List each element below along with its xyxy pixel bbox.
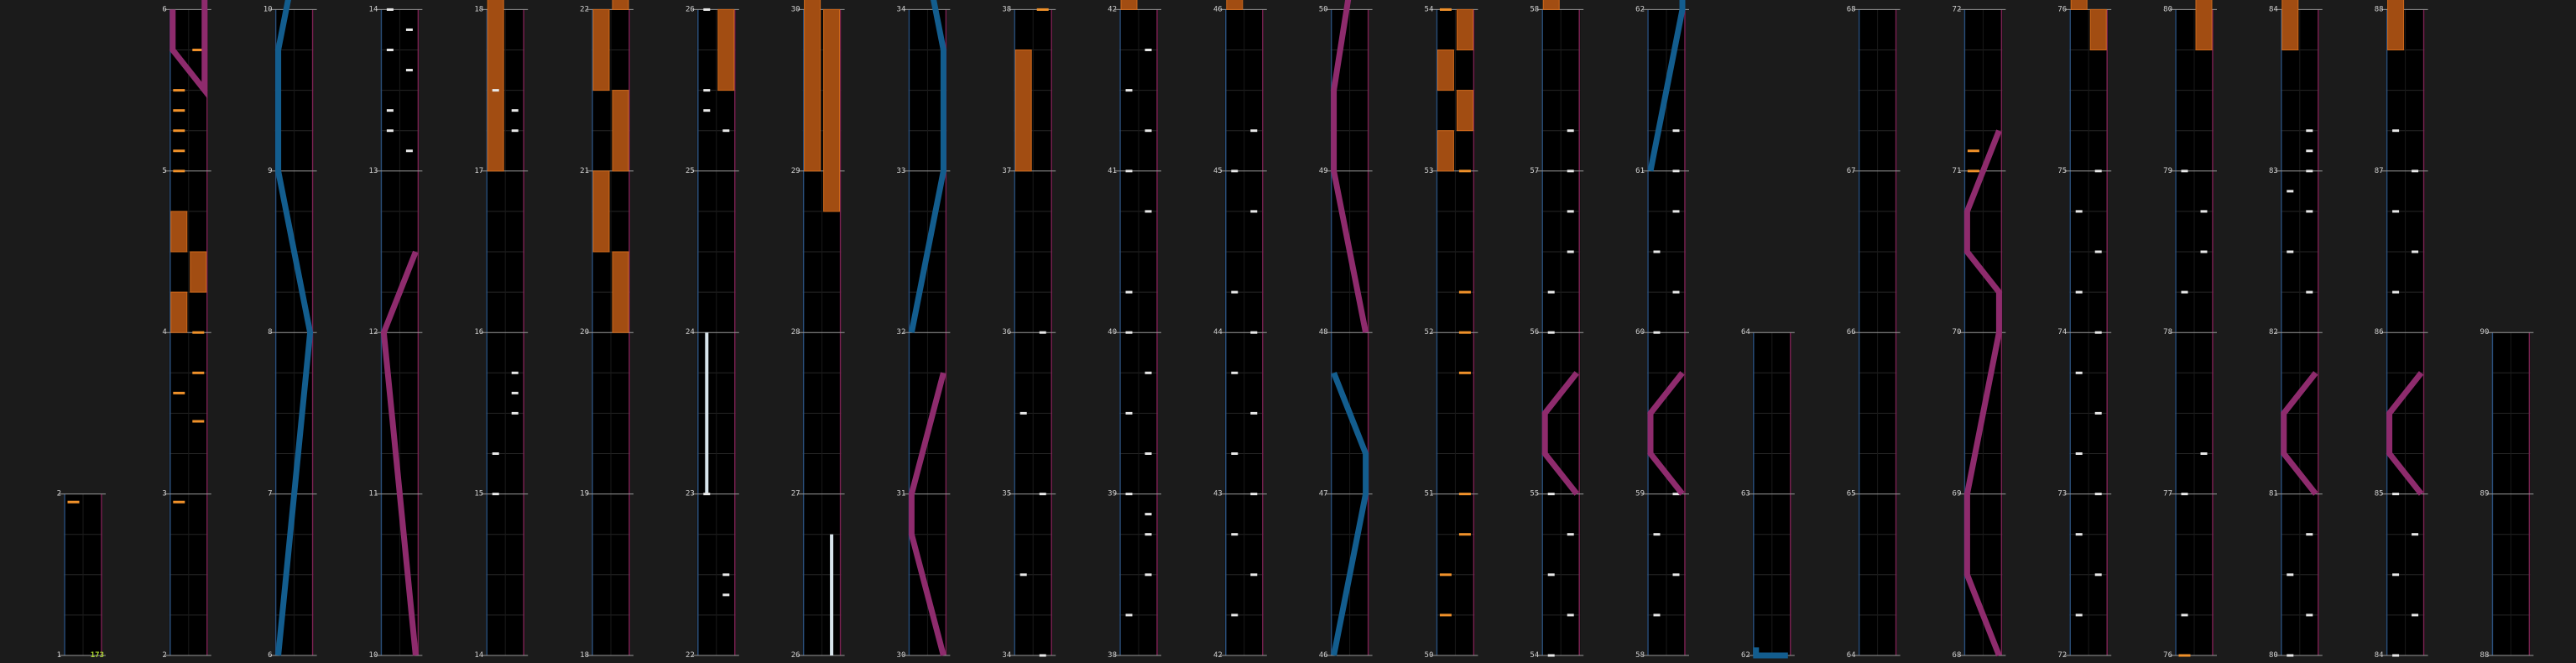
mine-note: [830, 535, 833, 655]
tap-note: [2392, 573, 2399, 576]
hold-note: [171, 211, 187, 252]
tap-note: [2095, 332, 2102, 334]
measure-number: 32: [896, 328, 906, 337]
tap-note: [1440, 573, 1452, 576]
tap-note: [703, 89, 710, 91]
measure-number: 6: [268, 651, 273, 660]
tap-note: [1145, 513, 1152, 515]
measure-number: 30: [896, 651, 906, 660]
tap-note: [1654, 332, 1661, 334]
tap-note: [1145, 129, 1152, 132]
tap-note: [387, 49, 394, 51]
tap-note: [2182, 613, 2188, 616]
measure-number: 22: [685, 651, 695, 660]
tap-note: [1567, 533, 1574, 535]
tap-note: [2095, 493, 2102, 495]
measure-number: 62: [1635, 5, 1645, 14]
hold-note: [593, 9, 609, 90]
tap-note: [2182, 493, 2188, 495]
tap-note: [2076, 291, 2083, 294]
tap-note: [1250, 210, 1257, 212]
tap-note: [1440, 8, 1452, 11]
tap-note: [1145, 533, 1152, 535]
tap-note: [2412, 613, 2418, 616]
measure-number: 67: [1846, 166, 1856, 175]
measure-number: 77: [2163, 489, 2172, 499]
measure-number: 85: [2374, 489, 2384, 499]
measure-number: 72: [1952, 5, 1962, 14]
tap-note: [1126, 412, 1133, 415]
measure-number: 49: [1318, 166, 1328, 175]
tap-note: [1231, 372, 1238, 374]
tap-note: [1548, 332, 1555, 334]
tap-note: [387, 129, 394, 132]
tap-note: [2412, 170, 2418, 172]
tap-note: [703, 493, 710, 495]
hold-note: [2196, 0, 2212, 50]
measure-number: 65: [1846, 489, 1856, 499]
measure-number: 30: [790, 5, 800, 14]
measure-number: 51: [1424, 489, 1434, 499]
tap-note: [1459, 533, 1471, 535]
measure-number: 87: [2374, 166, 2384, 175]
tap-note: [1968, 149, 1979, 152]
hold-note: [190, 252, 206, 292]
tap-note: [1231, 613, 1238, 616]
measure-number: 71: [1952, 166, 1962, 175]
tap-note: [1145, 573, 1152, 576]
hold-note: [1121, 0, 1137, 9]
tap-note: [2306, 210, 2313, 212]
tap-note: [1126, 613, 1133, 616]
tap-note: [2182, 291, 2188, 294]
tap-note: [1459, 291, 1471, 294]
measure-number: 64: [1846, 651, 1856, 660]
tap-note: [2179, 655, 2191, 657]
tap-note: [1440, 613, 1452, 616]
measure-number: 75: [2057, 166, 2068, 175]
tap-note: [2287, 251, 2293, 253]
measure-number: 21: [580, 166, 589, 175]
measure-number: 38: [1108, 651, 1117, 660]
tap-note: [2201, 452, 2208, 455]
hold-note: [2388, 0, 2404, 50]
measure-number: 20: [580, 328, 589, 337]
tap-note: [2392, 655, 2399, 657]
measure-number: 76: [2057, 5, 2068, 14]
tap-note: [2201, 251, 2208, 253]
tap-note: [1567, 210, 1574, 212]
measure-number: 33: [896, 166, 906, 175]
tap-note: [2287, 190, 2293, 192]
hold-note: [1437, 50, 1453, 91]
tap-note: [1126, 291, 1133, 294]
tap-note: [1145, 452, 1152, 455]
hold-note: [1457, 9, 1473, 50]
tap-note: [722, 129, 729, 132]
tap-note: [2076, 613, 2083, 616]
tap-note: [2392, 493, 2399, 495]
measure-number: 46: [1318, 651, 1328, 660]
measure-number: 76: [2163, 651, 2172, 660]
measure-number: 2: [56, 489, 61, 499]
measure-number: 13: [368, 166, 378, 175]
measure-number: 72: [2057, 651, 2068, 660]
tap-note: [1654, 251, 1661, 253]
hold-note: [171, 292, 187, 332]
tap-note: [173, 129, 185, 132]
measure-number: 44: [1212, 328, 1223, 337]
tap-note: [192, 420, 204, 423]
measure-number: 27: [790, 489, 800, 499]
measure-number: 54: [1530, 651, 1540, 660]
hold-note: [1437, 131, 1453, 171]
tap-note: [173, 392, 185, 394]
tap-note: [1231, 291, 1238, 294]
tap-note: [2076, 452, 2083, 455]
measure-number: 14: [474, 651, 484, 660]
hold-note: [593, 171, 609, 252]
measure-number: 80: [2163, 5, 2172, 14]
hold-note: [1227, 0, 1243, 9]
hold-note: [1457, 91, 1473, 131]
tap-note: [1673, 573, 1680, 576]
hold-note: [1543, 0, 1559, 9]
measure-number: 25: [685, 166, 695, 175]
tap-note: [1673, 129, 1680, 132]
tap-note: [493, 452, 499, 455]
tap-note: [68, 501, 80, 504]
tap-note: [192, 332, 204, 334]
tap-note: [2306, 291, 2313, 294]
measure-number: 43: [1212, 489, 1223, 499]
measure-number: 7: [268, 489, 273, 499]
tap-note: [1459, 493, 1471, 495]
tap-note: [1968, 170, 1979, 172]
tap-note: [173, 89, 185, 91]
measure-number: 86: [2374, 328, 2384, 337]
hold-note: [1015, 50, 1031, 171]
measure-number: 58: [1530, 5, 1540, 14]
hold-note: [2090, 9, 2106, 50]
tap-note: [493, 89, 499, 91]
tap-note: [1567, 251, 1574, 253]
hold-note: [613, 252, 628, 332]
tap-note: [703, 109, 710, 112]
measure-number: 46: [1212, 5, 1223, 14]
measure-number: 89: [2480, 489, 2490, 499]
tap-note: [2392, 291, 2399, 294]
measure-number: 45: [1212, 166, 1223, 175]
measure-number: 58: [1635, 651, 1645, 660]
tap-note: [387, 109, 394, 112]
measure-number: 18: [474, 5, 484, 14]
tap-note: [2412, 251, 2418, 253]
tap-note: [2306, 170, 2313, 172]
measure-number: 17: [474, 166, 484, 175]
measure-number: 38: [1002, 5, 1012, 14]
measure-number: 40: [1108, 328, 1117, 337]
tap-note: [1250, 332, 1257, 334]
measure-number: 34: [896, 5, 906, 14]
hold-note: [824, 9, 840, 211]
measure-number: 16: [474, 328, 484, 337]
measure-number: 59: [1635, 489, 1645, 499]
measure-number: 26: [685, 5, 695, 14]
tap-note: [1567, 170, 1574, 172]
tap-note: [1040, 655, 1046, 657]
tap-note: [512, 372, 519, 374]
measure-number: 41: [1108, 166, 1117, 175]
tap-note: [512, 412, 519, 415]
tap-note: [722, 593, 729, 596]
tap-note: [1654, 613, 1661, 616]
measure-number: 55: [1530, 489, 1540, 499]
tap-note: [1654, 533, 1661, 535]
measure-number: 62: [1740, 651, 1750, 660]
measure-number: 90: [2480, 328, 2490, 337]
measure-number: 53: [1424, 166, 1434, 175]
tap-note: [1548, 493, 1555, 495]
tap-note: [1040, 493, 1046, 495]
tap-note: [1548, 573, 1555, 576]
tap-note: [2392, 129, 2399, 132]
measure-number: 6: [162, 5, 167, 14]
measure-number: 10: [263, 5, 273, 14]
tap-note: [1145, 210, 1152, 212]
tap-note: [1567, 613, 1574, 616]
tap-note: [2201, 210, 2208, 212]
measure-number: 35: [1002, 489, 1012, 499]
tap-note: [493, 493, 499, 495]
measure-number: 2: [162, 651, 167, 660]
measure-number: 37: [1002, 166, 1012, 175]
measure-number: 57: [1530, 166, 1540, 175]
measure-number: 88: [2480, 651, 2490, 660]
measure-number: 8: [268, 328, 273, 337]
tap-note: [2095, 251, 2102, 253]
tap-note: [703, 8, 710, 11]
measure-number: 69: [1952, 489, 1962, 499]
tap-note: [1037, 8, 1049, 11]
hold-note: [613, 0, 628, 9]
tap-note: [1020, 573, 1027, 576]
tap-note: [1126, 493, 1133, 495]
measure-number: 18: [580, 651, 589, 660]
tap-note: [1673, 170, 1680, 172]
measure-number: 60: [1635, 328, 1645, 337]
measure-number: 9: [268, 166, 273, 175]
hold-note: [2282, 0, 2298, 50]
measure-number: 64: [1740, 328, 1750, 337]
measure-number: 12: [368, 328, 378, 337]
measure-number: 52: [1424, 328, 1434, 337]
tap-note: [1231, 170, 1238, 172]
measure-number: 70: [1952, 328, 1962, 337]
measure-number: 50: [1424, 651, 1434, 660]
tap-note: [1126, 170, 1133, 172]
tap-note: [1673, 210, 1680, 212]
tap-note: [2412, 533, 2418, 535]
tap-note: [1250, 412, 1257, 415]
measure-number: 47: [1318, 489, 1328, 499]
measure-number: 83: [2268, 166, 2278, 175]
measure-number: 29: [790, 166, 800, 175]
hold-note: [613, 91, 628, 171]
tap-note: [1231, 452, 1238, 455]
measure-number: 39: [1108, 489, 1117, 499]
measure-number: 80: [2268, 651, 2278, 660]
tap-note: [1548, 655, 1555, 657]
tap-note: [2306, 533, 2313, 535]
measure-number: 36: [1002, 328, 1012, 337]
hold-note: [805, 0, 821, 171]
tap-note: [1250, 129, 1257, 132]
tap-note: [512, 109, 519, 112]
measure-number: 19: [580, 489, 589, 499]
tap-note: [1231, 533, 1238, 535]
measure-number: 14: [368, 5, 378, 14]
tap-note: [173, 501, 185, 504]
measure-number: 1: [56, 651, 61, 660]
tap-note: [2287, 655, 2293, 657]
measure-number: 5: [162, 166, 167, 175]
measure-number: 56: [1530, 328, 1540, 337]
measure-number: 24: [685, 328, 695, 337]
measure-number: 11: [368, 489, 378, 499]
tap-note: [406, 69, 413, 71]
measure-number: 3: [162, 489, 167, 499]
hold-note: [2071, 0, 2087, 9]
tap-note: [1673, 291, 1680, 294]
tap-note: [1126, 89, 1133, 91]
measure-number: 68: [1952, 651, 1962, 660]
tap-note: [1126, 332, 1133, 334]
tap-note: [2076, 210, 2083, 212]
tap-note: [1250, 573, 1257, 576]
tap-note: [173, 149, 185, 152]
measure-number: 81: [2268, 489, 2278, 499]
measure-number: 23: [685, 489, 695, 499]
measure-number: 84: [2268, 5, 2278, 14]
measure-number: 66: [1846, 328, 1856, 337]
tap-note: [2306, 613, 2313, 616]
tap-note: [1459, 332, 1471, 334]
measure-number: 4: [162, 328, 167, 337]
measure-number: 28: [790, 328, 800, 337]
measure-number: 48: [1318, 328, 1328, 337]
tap-note: [1567, 129, 1574, 132]
tap-note: [2095, 573, 2102, 576]
measure-number: 73: [2057, 489, 2068, 499]
measure-number: 26: [790, 651, 800, 660]
tap-note: [1459, 372, 1471, 374]
measure-number: 42: [1108, 5, 1117, 14]
measure-number: 88: [2374, 5, 2384, 14]
tap-note: [1020, 412, 1027, 415]
measure-number: 68: [1846, 5, 1856, 14]
tap-note: [173, 170, 185, 172]
tap-note: [387, 8, 394, 11]
tap-note: [1040, 332, 1046, 334]
tap-note: [1250, 493, 1257, 495]
tap-note: [192, 372, 204, 374]
tap-note: [2287, 573, 2293, 576]
measure-number: 15: [474, 489, 484, 499]
hold-note: [718, 9, 734, 90]
tap-note: [512, 129, 519, 132]
tap-note: [406, 149, 413, 152]
measure-number: 34: [1002, 651, 1012, 660]
tap-note: [2095, 170, 2102, 172]
measure-number: 50: [1318, 5, 1328, 14]
measure-number: 10: [368, 651, 378, 660]
measure-number: 61: [1635, 166, 1645, 175]
measure-number: 79: [2163, 166, 2172, 175]
tap-note: [1145, 372, 1152, 374]
tap-note: [722, 573, 729, 576]
tap-note: [2182, 170, 2188, 172]
tap-note: [2306, 149, 2313, 152]
tap-note: [2076, 372, 2083, 374]
tap-note: [2095, 412, 2102, 415]
tap-note: [1459, 170, 1471, 172]
tap-note: [1145, 49, 1152, 51]
tap-note: [1548, 291, 1555, 294]
measure-number: 54: [1424, 5, 1434, 14]
bpm-label: 173: [90, 651, 104, 660]
mine-note: [705, 332, 708, 493]
measure-number: 63: [1740, 489, 1750, 499]
measure-number: 84: [2374, 651, 2384, 660]
measure-number: 74: [2057, 328, 2068, 337]
hold-note: [488, 0, 503, 171]
tap-note: [2076, 533, 2083, 535]
tap-note: [173, 109, 185, 112]
measure-number: 42: [1212, 651, 1223, 660]
tap-note: [512, 392, 519, 394]
measure-number: 22: [580, 5, 589, 14]
tap-note: [406, 29, 413, 31]
measure-number: 82: [2268, 328, 2278, 337]
measure-number: 78: [2163, 328, 2172, 337]
tap-note: [2392, 210, 2399, 212]
tap-note: [2306, 129, 2313, 132]
measure-number: 31: [896, 489, 906, 499]
